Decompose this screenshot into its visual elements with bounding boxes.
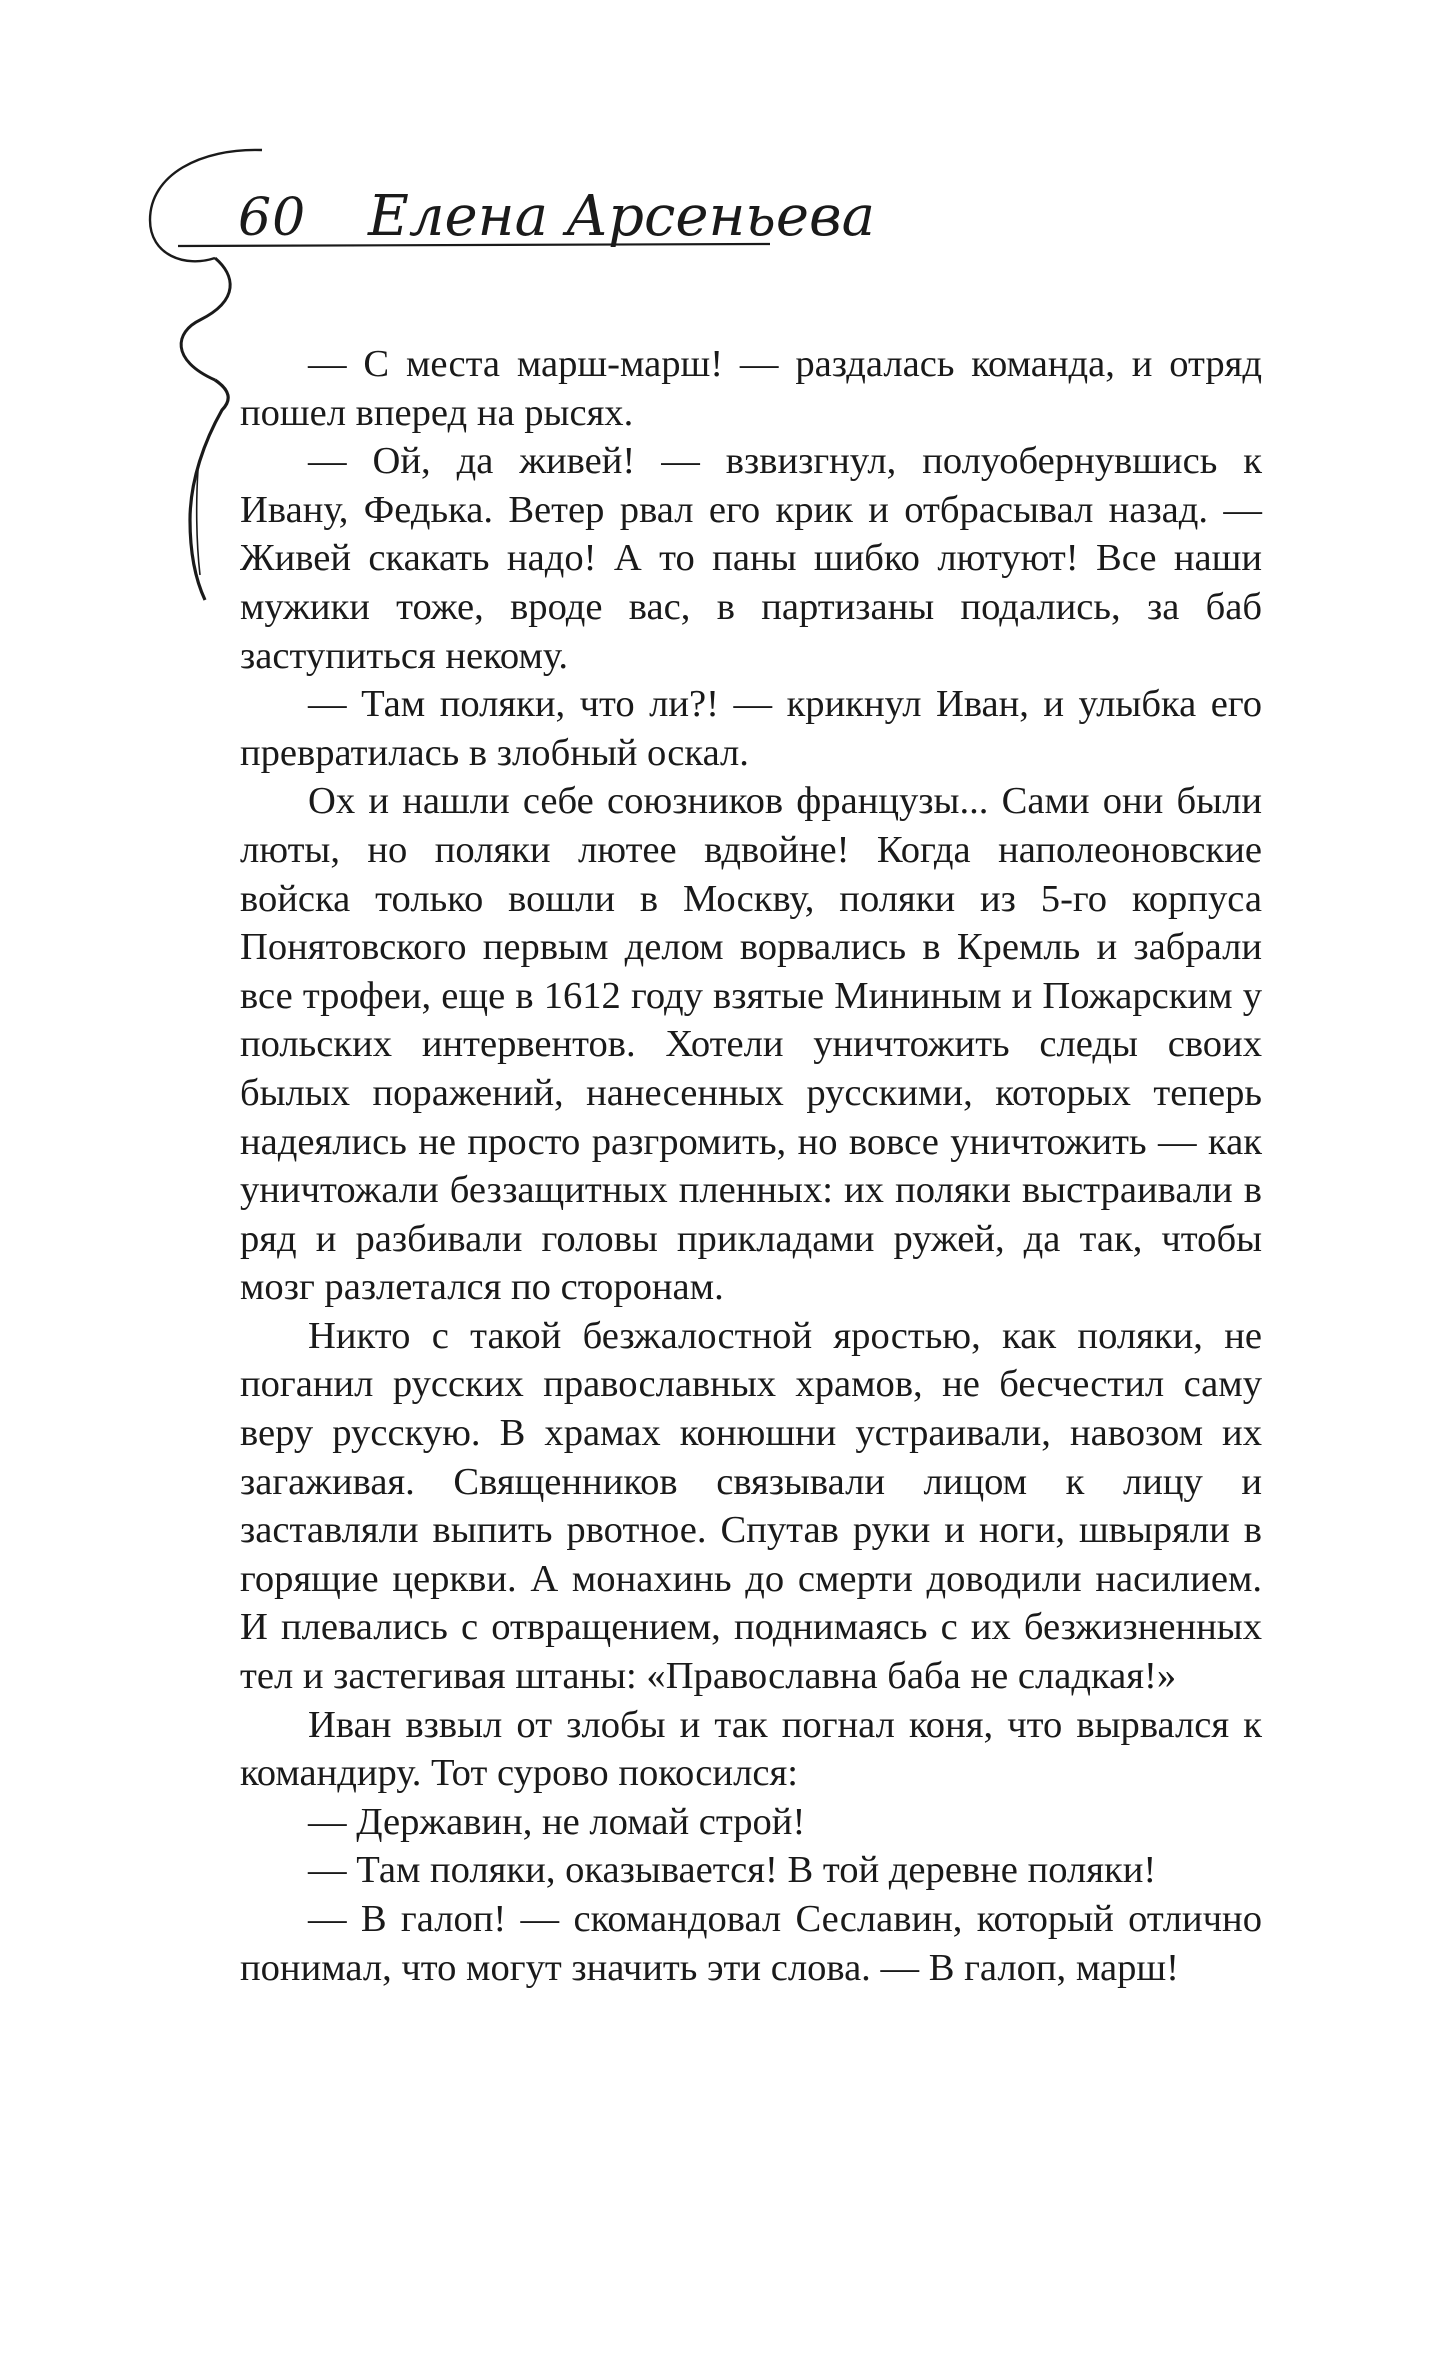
paragraph: — Там поляки, что ли?! — крикнул Иван, и улыбка его превратилась в злобный оскал. <box>240 683 1262 774</box>
paragraph: — С места марш-марш! — раздалась команда, и отряд пошел вперед на рысях. <box>240 343 1262 434</box>
paragraph: Никто с такой безжалостной яростью, как поляки, не поганил русских православных храмов, не бесчестил саму веру русскую. В храмах конюшни устраивали, навозом их загаживая. Священников связывали лицом к лицу и заставляли выпить рвотное. Спутав руки и ноги, швыряли в горящие церкви. А монахинь до смерти доводили насилием. И плевались с отвращением, поднимаясь с их безжизненных тел и застегивая штаны: «Православна баба не сладкая!» <box>240 1314 1262 1698</box>
paragraph: Ох и нашли себе союзников французы... Сами они были люты, но поляки лютее вдвойне! Когда наполеоновские войска только вошли в Москву, поляки из 5-го корпуса Понятовского первым делом ворвались в Кремль и забрали все трофеи, еще в 1612 году взятые Мининым и Пожарским у польских интервентов. Хотели уничтожить следы своих былых поражений, нанесенных русскими, которых теперь надеялись не просто разгромить, но вовсе уничтожить — как уничтожали беззащитных пленных: их поляки выстраивали в ряд и разбивали головы прикладами ружей, да так, чтобы мозг разлетался по сторонам. <box>240 780 1262 1309</box>
paragraph: — Там поляки, оказывается! В той деревне поляки! <box>308 1849 1157 1892</box>
paragraph: — Державин, не ломай строй! <box>308 1800 806 1843</box>
page-number: 60 <box>238 188 307 248</box>
body-text <box>240 340 1262 1992</box>
paragraph: — В галоп! — скомандовал Сеславин, который отлично понимал, что могут значить эти слова. — В галоп, марш! <box>240 1898 1262 1989</box>
running-title: Елена Арсеньева <box>368 184 876 249</box>
paragraph: — Ой, да живей! — взвизгнул, полуобернувшись к Ивану, Федька. Ветер рвал его крик и отбрасывал назад. — Живей скакать надо! А то паны шибко лютуют! Все наши мужики тоже, вроде вас, в партизаны подались, за баб заступиться некому. <box>240 440 1262 677</box>
page-header <box>238 170 876 260</box>
paragraph: Иван взвыл от злобы и так погнал коня, что вырвался к командиру. Тот сурово покосился: <box>240 1703 1262 1795</box>
